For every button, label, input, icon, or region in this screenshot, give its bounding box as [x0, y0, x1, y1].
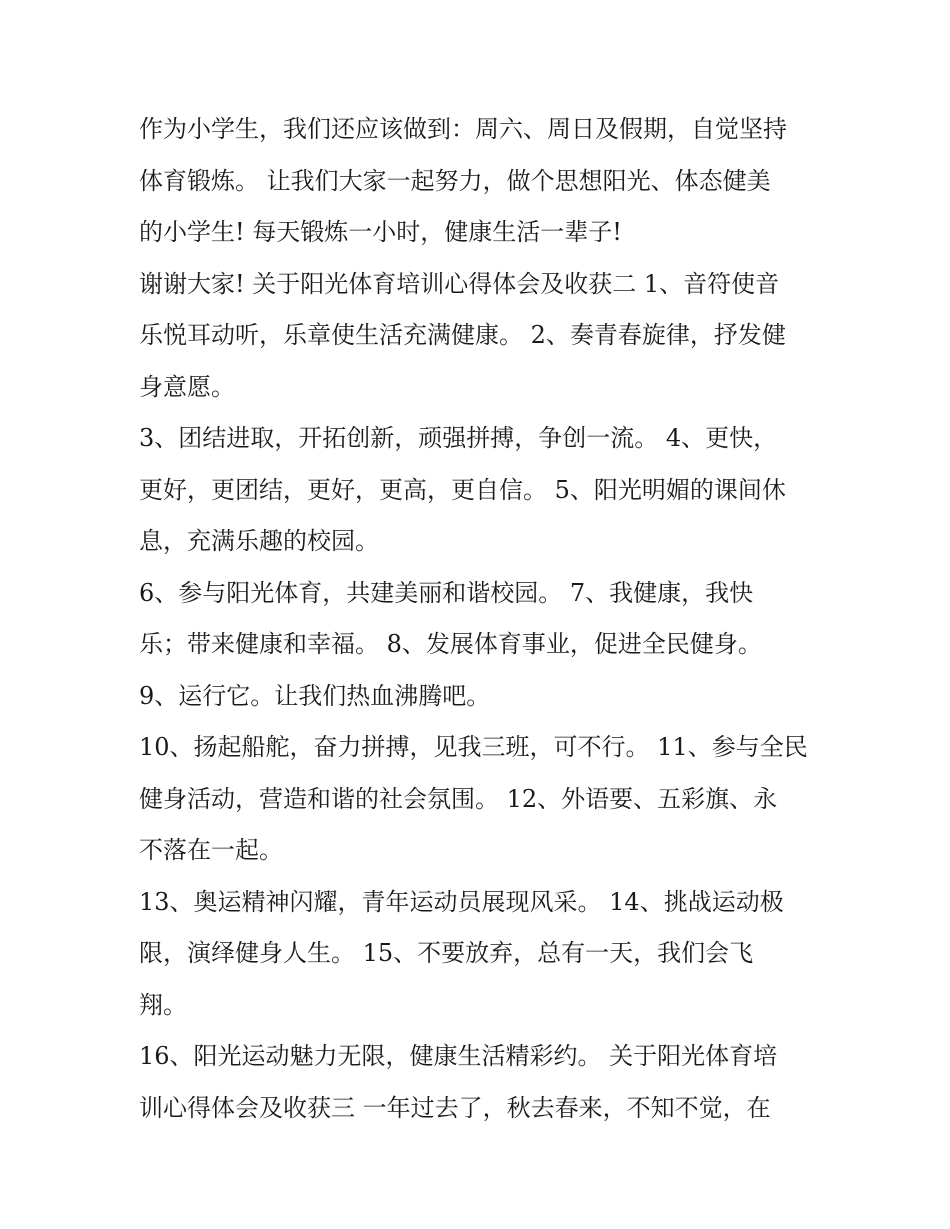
text-line: 16、阳光运动魅力无限，健康生活精彩约。 关于阳光体育培	[139, 1042, 778, 1070]
text-line: 乐悦耳动听，乐章使生活充满健康。 2、奏青春旋律，抒发健	[139, 321, 786, 349]
document-body	[139, 104, 819, 1134]
text-line: 的小学生! 每天锻炼一小时，健康生活一辈子!	[139, 218, 622, 246]
text-line: 限，演绎健身人生。 15、不要放弃，总有一天，我们会飞	[139, 939, 754, 967]
text-line: 9、运行它。让我们热血沸腾吧。	[139, 681, 491, 710]
text-line: 13、奥运精神闪耀，青年运动员展现风采。 14、挑战运动极	[139, 887, 784, 916]
text-line: 3、团结进取，开拓创新，顽强拼搏，争创一流。 4、更快，	[139, 424, 778, 452]
text-line: 健身活动，营造和谐的社会氛围。 12、外语要、五彩旗、永	[139, 784, 778, 813]
text-line: 息，充满乐趣的校园。	[139, 527, 379, 555]
text-line: 乐；带来健康和幸福。 8、发展体育事业，促进全民健身。	[139, 630, 762, 658]
text-line: 更好，更团结，更好，更高，更自信。 5、阳光明媚的课间休	[139, 475, 786, 504]
text-line: 体育锻炼。 让我们大家一起努力，做个思想阳光、体态健美	[139, 166, 771, 195]
text-line: 谢谢大家! 关于阳光体育培训心得体会及收获二 1、音符使音	[139, 269, 780, 298]
text-line: 作为小学生，我们还应该做到：周六、周日及假期，自觉坚持	[139, 115, 787, 143]
text-line: 身意愿。	[139, 372, 235, 401]
text-line: 10、扬起船舵，奋力拼搏，见我三班，可不行。 11、参与全民	[139, 733, 808, 761]
text-line: 不落在一起。	[139, 836, 283, 864]
text-line: 翔。	[139, 990, 187, 1019]
text-line: 6、参与阳光体育，共建美丽和谐校园。 7、我健康，我快	[139, 578, 754, 607]
text-line: 训心得体会及收获三 一年过去了，秋去春来，不知不觉，在	[139, 1093, 771, 1122]
